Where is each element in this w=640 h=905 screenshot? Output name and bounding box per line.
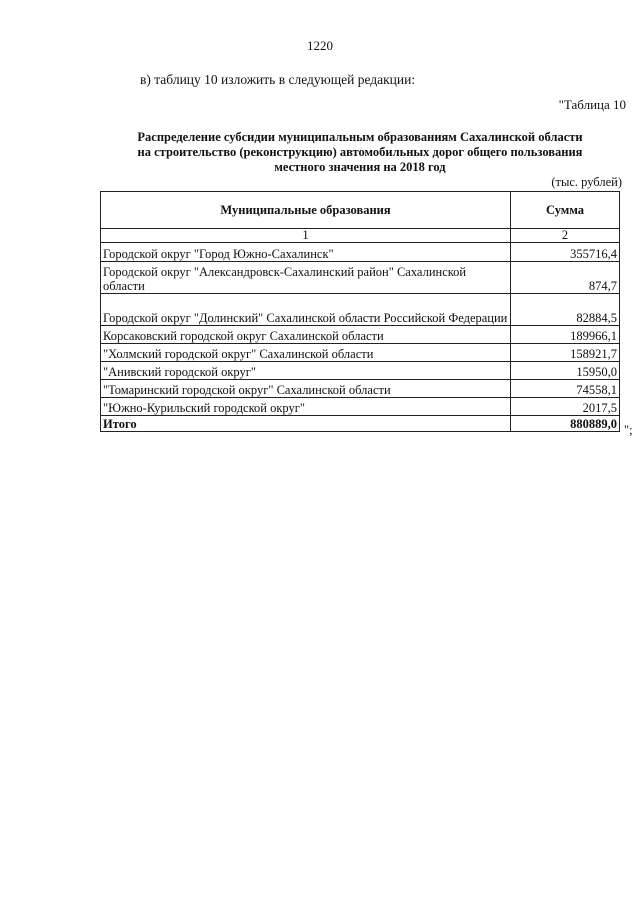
closing-quote: "; (624, 423, 633, 437)
column-number: 1 (101, 229, 511, 243)
municipality-name: Городской округ "Долинский" Сахалинской области Российской Федерации (101, 294, 511, 326)
amount-value: 874,7 (511, 262, 620, 294)
units-label: (тыс. рублей) (551, 175, 622, 189)
municipality-name: "Южно-Курильский городской округ" (101, 398, 511, 416)
title-line: на строительство (реконструкцию) автомобильных дорог общего пользования (137, 145, 583, 159)
table-row (101, 344, 620, 362)
title-line: Распределение субсидии муниципальным образованиям Сахалинской области (137, 130, 583, 144)
amount-value: 82884,5 (511, 294, 620, 326)
municipality-name: Корсаковский городской округ Сахалинской области (101, 326, 511, 344)
table-reference: "Таблица 10 (558, 97, 626, 112)
table-row (101, 398, 620, 416)
header-row (101, 192, 620, 229)
table-row (101, 362, 620, 380)
column-number-row (101, 229, 620, 243)
table-row (101, 262, 620, 294)
page-number: 1220 (307, 38, 333, 53)
total-row (101, 416, 620, 432)
amount-value: 158921,7 (511, 344, 620, 362)
amount-value: 2017,5 (511, 398, 620, 416)
municipality-name: Городской округ "Город Южно-Сахалинск" (101, 243, 511, 262)
table-row (101, 380, 620, 398)
table-row (101, 326, 620, 344)
intro-text: в) таблицу 10 изложить в следующей редакции: (140, 72, 416, 87)
table-row (101, 294, 620, 326)
amount-value: 74558,1 (511, 380, 620, 398)
table-row (101, 243, 620, 262)
amount-value: 189966,1 (511, 326, 620, 344)
municipality-name: "Анивский городской округ" (101, 362, 511, 380)
column-header-municipalities: Муниципальные образования (101, 192, 511, 229)
column-header-amount: Сумма (511, 192, 620, 229)
amount-value: 15950,0 (511, 362, 620, 380)
total-value: 880889,0 (511, 416, 620, 432)
amount-value: 355716,4 (511, 243, 620, 262)
total-label: Итого (101, 416, 511, 432)
column-number: 2 (511, 229, 620, 243)
municipality-name: "Томаринский городской округ" Сахалинской области (101, 380, 511, 398)
municipality-name: Городской округ "Александровск-Сахалинский район" Сахалинской области (101, 262, 511, 294)
municipality-name: "Холмский городской округ" Сахалинской области (101, 344, 511, 362)
document-title (100, 130, 620, 175)
subsidy-table (100, 191, 620, 432)
title-line: местного значения на 2018 год (274, 160, 446, 174)
